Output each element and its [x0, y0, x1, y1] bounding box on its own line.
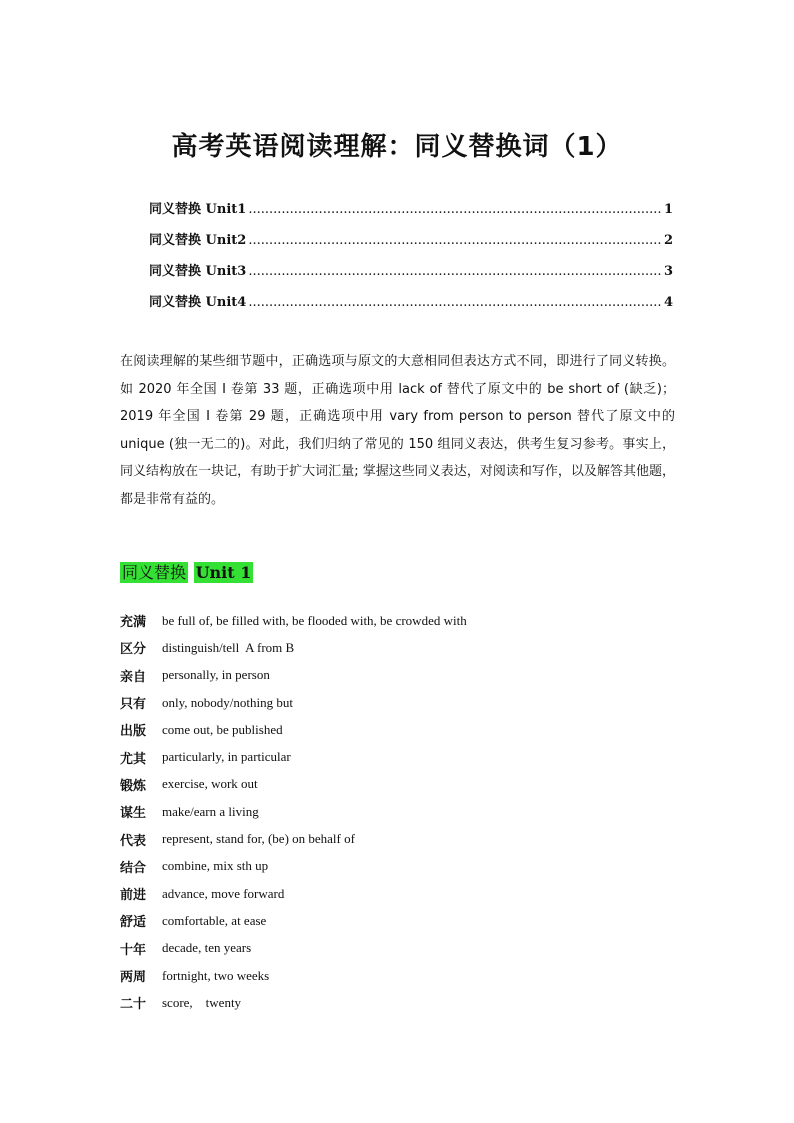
toc-entry-unit3[interactable]	[149, 260, 673, 291]
toc-entry-label: 同义替换 Unit1	[149, 202, 247, 217]
toc-dot-leader	[248, 295, 662, 310]
vocab-chinese: 二十	[120, 997, 147, 1013]
unit-heading-number: Unit 1	[195, 563, 252, 582]
vocab-list	[120, 607, 467, 1016]
vocab-english: only, nobody/nothing but	[162, 694, 293, 710]
vocab-row	[120, 771, 467, 798]
vocab-row	[120, 798, 467, 825]
vocab-row	[120, 662, 467, 689]
toc-entry-label: 同义替换 Unit4	[149, 295, 247, 310]
vocab-row	[120, 689, 467, 716]
vocab-english: particularly, in particular	[162, 749, 291, 765]
vocab-english: come out, be published	[162, 721, 283, 737]
vocab-english: decade, ten years	[162, 940, 252, 956]
toc-entry-unit1[interactable]	[149, 198, 673, 229]
vocab-row	[120, 935, 467, 962]
vocab-english: be full of, be filled with, be flooded with, be crowded with	[162, 612, 467, 628]
vocab-row	[120, 853, 467, 880]
vocab-chinese: 亲自	[120, 669, 147, 685]
toc-entry-unit2[interactable]	[149, 229, 673, 260]
vocab-chinese: 锻炼	[120, 778, 147, 794]
vocab-english: personally, in person	[162, 667, 270, 683]
toc-dot-leader	[248, 264, 662, 279]
toc-page-number: 3	[663, 264, 673, 279]
vocab-row	[120, 825, 467, 852]
vocab-chinese: 谋生	[120, 806, 147, 822]
table-of-contents	[149, 198, 673, 322]
vocab-english: combine, mix sth up	[162, 858, 269, 874]
vocab-english: represent, stand for, (be) on behalf of	[162, 831, 355, 847]
intro-paragraph: 在阅读理解的某些细节题中，正确选项与原文的大意相同但表达方式不同，即进行了同义转换。如 2020 年全国 I 卷第 33 题，正确选项中用 lack of 替代了原文中的 be short of (缺乏)；2019 年全国 I 卷第 29 题，正确选项中用 vary from person to person 替代了原文中的 unique (独一无二的)。对此，我们归纳了常见的 150 组同义表达，供考生复习参考。事实上，同义结构放在一块记，有助于扩大词汇量; 掌握这些同义表达，对阅读和写作，以及解答其他题，都是非常有益的。	[120, 354, 675, 507]
vocab-english: advance, move forward	[162, 885, 285, 901]
vocab-chinese: 前进	[120, 888, 147, 904]
vocab-row	[120, 907, 467, 934]
vocab-chinese: 尤其	[120, 751, 147, 767]
toc-page-number: 1	[663, 202, 673, 217]
toc-dot-leader	[248, 233, 662, 248]
toc-entry-label: 同义替换 Unit2	[149, 233, 247, 248]
toc-page-number: 2	[663, 233, 673, 248]
vocab-row	[120, 989, 467, 1016]
page-title: 高考英语阅读理解：同义替换词（1）	[171, 132, 623, 162]
vocab-chinese: 结合	[120, 860, 147, 876]
vocab-english: distinguish/tell A from B	[162, 639, 295, 655]
toc-page-number: 4	[663, 295, 673, 310]
vocab-chinese: 两周	[120, 970, 147, 985]
vocab-row	[120, 607, 467, 634]
toc-entry-unit4[interactable]	[149, 291, 673, 322]
toc-entry-label: 同义替换 Unit3	[149, 264, 247, 279]
vocab-english: comfortable, at ease	[162, 912, 267, 928]
vocab-chinese: 代表	[120, 833, 147, 849]
vocab-english: fortnight, two weeks	[162, 967, 270, 983]
vocab-english: score, twenty	[162, 994, 242, 1010]
unit-heading-label: 同义替换	[122, 563, 187, 582]
vocab-english: make/earn a living	[162, 803, 259, 819]
vocab-row	[120, 716, 467, 743]
vocab-row	[120, 743, 467, 770]
vocab-chinese: 只有	[120, 697, 147, 713]
vocab-chinese: 舒适	[120, 915, 147, 931]
vocab-row	[120, 962, 467, 989]
toc-dot-leader	[248, 202, 662, 217]
vocab-row	[120, 880, 467, 907]
vocab-chinese: 区分	[120, 642, 147, 658]
vocab-chinese: 十年	[120, 942, 147, 958]
unit-heading	[120, 560, 253, 583]
vocab-english: exercise, work out	[162, 776, 258, 792]
vocab-chinese: 充满	[120, 615, 147, 631]
vocab-chinese: 出版	[120, 724, 147, 740]
vocab-row	[120, 634, 467, 661]
